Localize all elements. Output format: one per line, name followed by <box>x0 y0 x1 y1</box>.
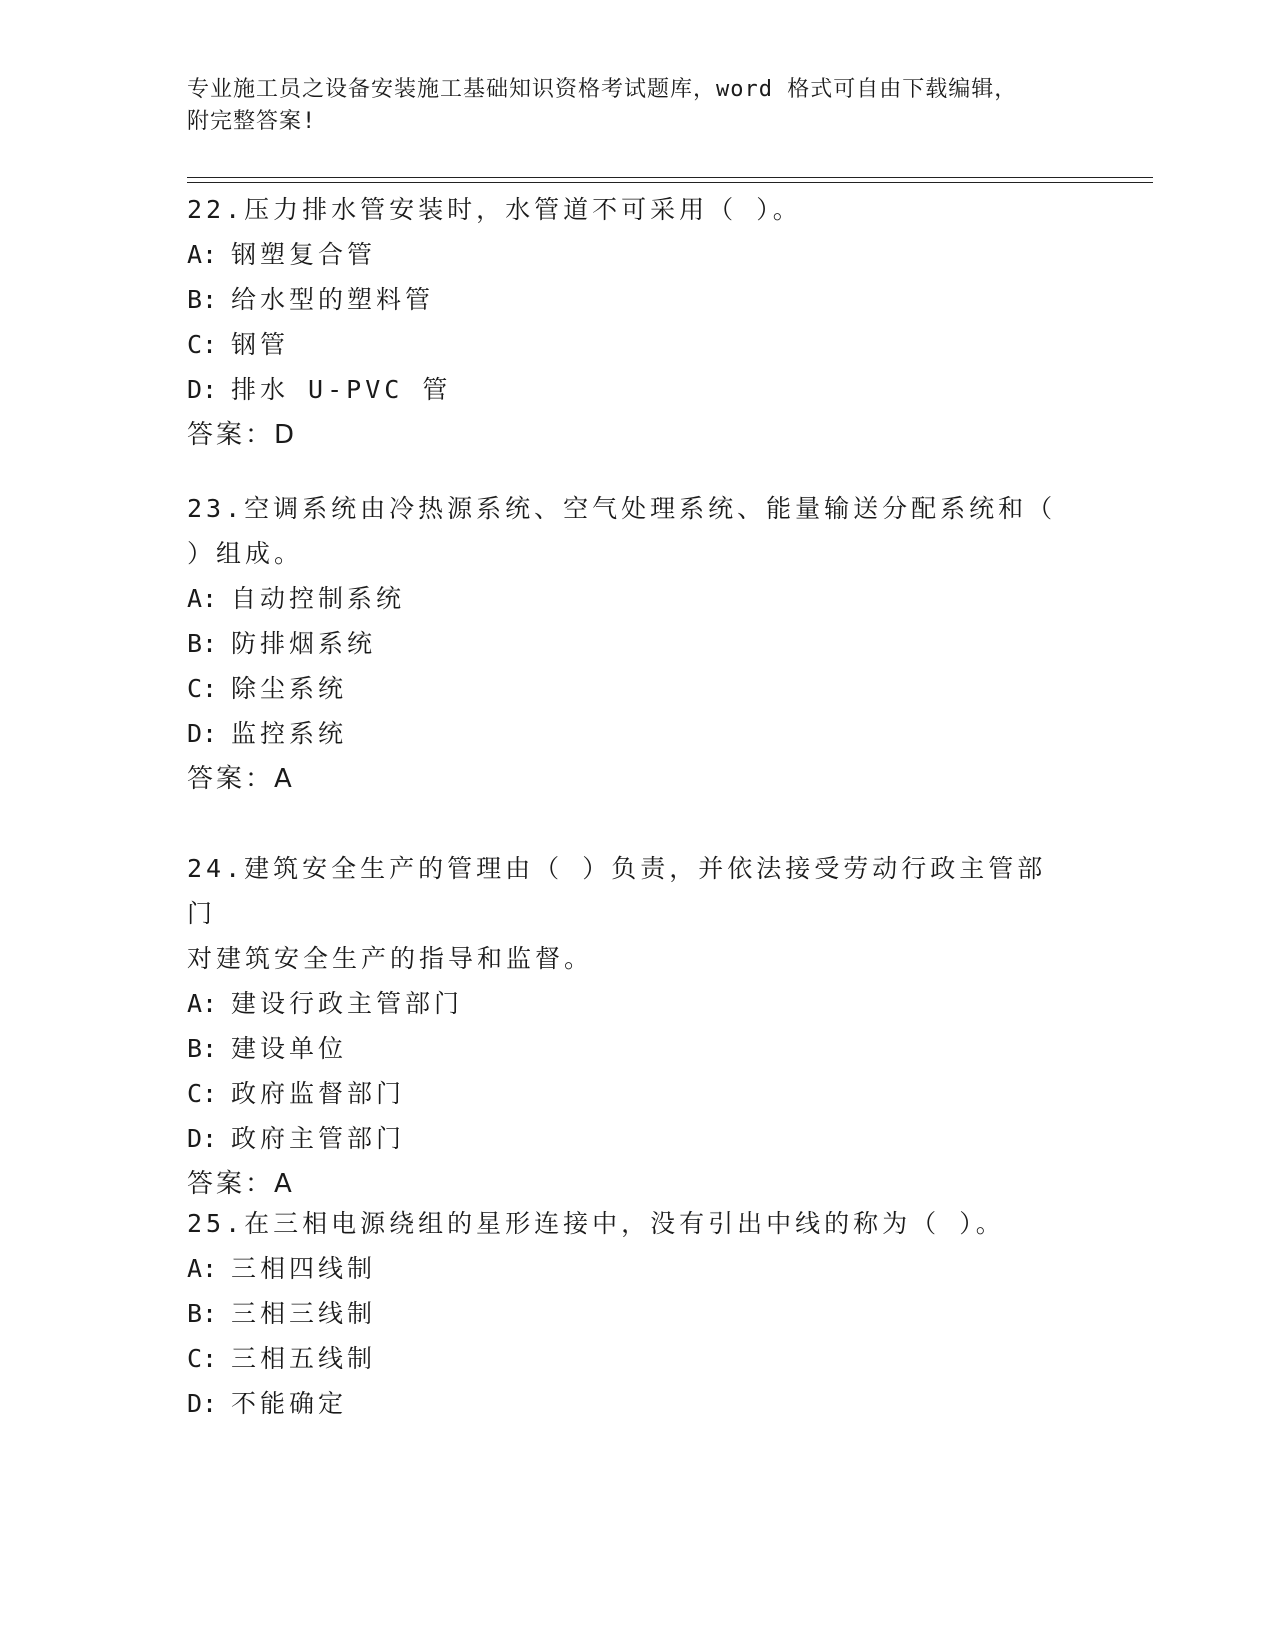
option-c <box>187 1336 1067 1381</box>
option-a <box>187 981 1067 1026</box>
option-key: C: <box>187 1344 218 1373</box>
option-key: C: <box>187 1079 218 1108</box>
header-divider-bottom <box>187 182 1153 183</box>
option-key: B: <box>187 285 218 314</box>
option-key: D: <box>187 1389 218 1418</box>
option-d <box>187 1381 1067 1426</box>
option-key: B: <box>187 1034 218 1063</box>
option-c <box>187 1071 1067 1116</box>
option-key: B: <box>187 1299 218 1328</box>
option-text: 三相四线制 <box>231 1254 377 1283</box>
question-23 <box>187 486 1067 802</box>
option-b <box>187 621 1067 666</box>
option-text: 钢管 <box>231 330 290 359</box>
option-c <box>187 666 1067 711</box>
option-key: C: <box>187 674 218 703</box>
option-b <box>187 1026 1067 1071</box>
option-d <box>187 711 1067 756</box>
option-key: D: <box>187 1124 218 1153</box>
header-line-1: 专业施工员之设备安装施工基础知识资格考试题库，word 格式可自由下载编辑， <box>187 77 1018 102</box>
option-key: A: <box>187 240 218 269</box>
question-stem-line-2: 对建筑安全生产的指导和监督。 <box>187 944 594 973</box>
option-text: 政府监督部门 <box>231 1079 406 1108</box>
option-text: 给水型的塑料管 <box>231 285 435 314</box>
question-24 <box>187 846 1067 1207</box>
option-text: 监控系统 <box>231 719 348 748</box>
header-divider-top <box>187 177 1153 178</box>
option-key: A: <box>187 989 218 1018</box>
answer: 答案：D <box>187 420 298 450</box>
question-stem: 25.在三相电源绕组的星形连接中，没有引出中线的称为（ ）。 <box>187 1209 1005 1238</box>
option-b <box>187 1291 1067 1336</box>
answer: 答案：A <box>187 1169 295 1199</box>
option-text: 防排烟系统 <box>231 629 377 658</box>
option-text: 政府主管部门 <box>231 1124 406 1153</box>
option-key: B: <box>187 629 218 658</box>
option-text: 建设单位 <box>231 1034 348 1063</box>
option-text: 自动控制系统 <box>231 584 406 613</box>
question-stem-line-1: 23.空调系统由冷热源系统、空气处理系统、能量输送分配系统和（ <box>187 494 1057 523</box>
question-22 <box>187 187 1067 458</box>
question-25 <box>187 1201 1067 1426</box>
header-line-2: 附完整答案! <box>187 109 317 134</box>
answer: 答案：A <box>187 764 295 794</box>
option-a <box>187 576 1067 621</box>
option-key: D: <box>187 375 218 404</box>
question-stem-line-1: 24.建筑安全生产的管理由（ ）负责，并依法接受劳动行政主管部门 <box>187 854 1047 928</box>
option-text: 建设行政主管部门 <box>231 989 464 1018</box>
option-text: 除尘系统 <box>231 674 348 703</box>
question-stem: 22.压力排水管安装时，水管道不可采用（ ）。 <box>187 195 802 224</box>
option-text: 钢塑复合管 <box>231 240 377 269</box>
question-stem-line-2: ）组成。 <box>187 539 304 568</box>
option-text: 三相五线制 <box>231 1344 377 1373</box>
option-d <box>187 1116 1067 1161</box>
option-key: C: <box>187 330 218 359</box>
option-c <box>187 322 1067 367</box>
option-a <box>187 1246 1067 1291</box>
option-key: D: <box>187 719 218 748</box>
option-b <box>187 277 1067 322</box>
document-header <box>187 74 1067 138</box>
option-text: 不能确定 <box>231 1389 348 1418</box>
option-d <box>187 367 1067 412</box>
option-a <box>187 232 1067 277</box>
option-text: 三相三线制 <box>231 1299 377 1328</box>
option-key: A: <box>187 1254 218 1283</box>
option-key: A: <box>187 584 218 613</box>
option-text: 排水 U-PVC 管 <box>231 375 452 404</box>
